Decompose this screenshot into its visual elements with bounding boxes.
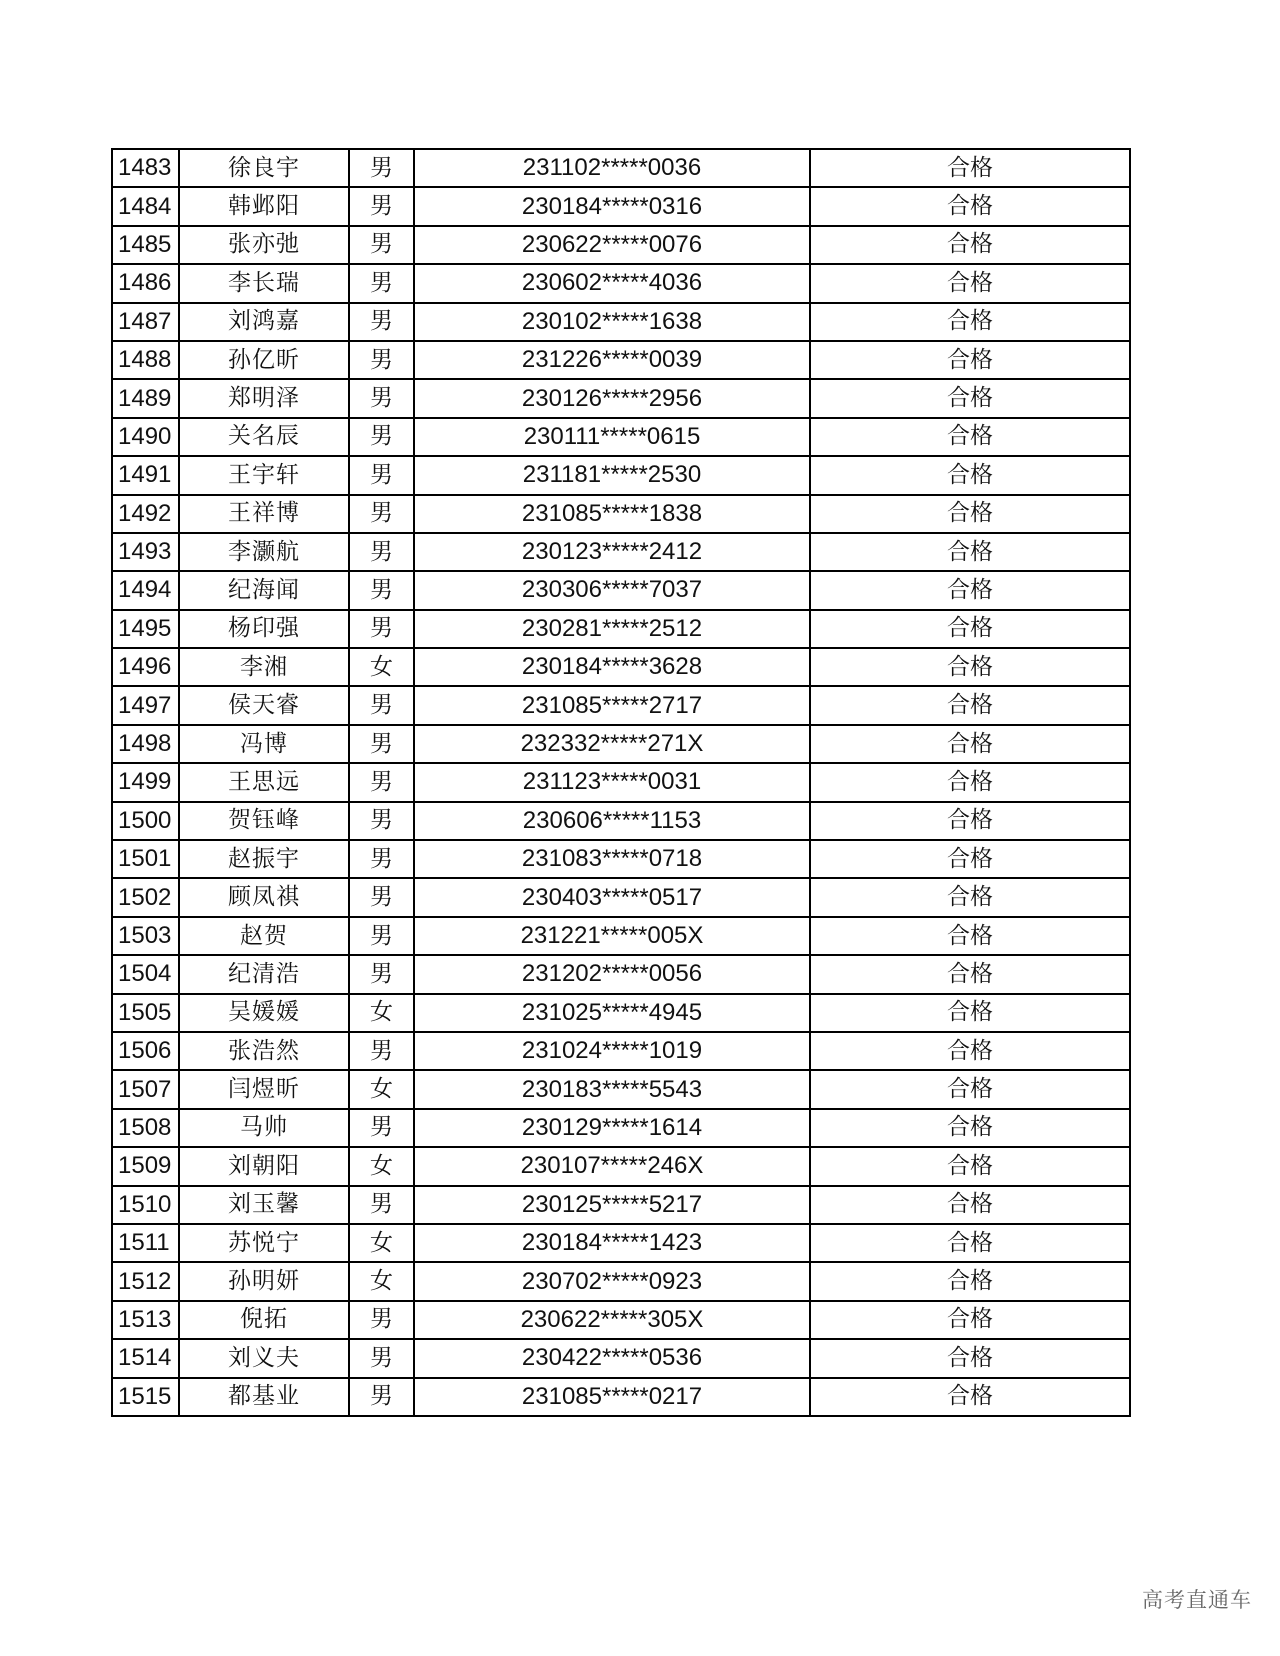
cell-name: 纪清浩 [179,955,349,993]
cell-result: 合格 [810,1070,1130,1108]
cell-name: 张亦弛 [179,226,349,264]
table-row [112,840,1130,878]
cell-gender: 女 [349,1070,414,1108]
cell-name: 王祥博 [179,495,349,533]
cell-seq: 1515 [112,1378,179,1416]
cell-seq: 1485 [112,226,179,264]
cell-name: 杨印强 [179,610,349,648]
table-row [112,763,1130,801]
cell-gender: 男 [349,1301,414,1339]
cell-result: 合格 [810,1147,1130,1185]
table-row [112,187,1130,225]
table-row [112,955,1130,993]
cell-name: 倪拓 [179,1301,349,1339]
cell-name: 马帅 [179,1109,349,1147]
cell-result: 合格 [810,763,1130,801]
table-row [112,878,1130,916]
cell-name: 贺钰峰 [179,802,349,840]
cell-result: 合格 [810,418,1130,456]
cell-id-number: 230281*****2512 [414,610,810,648]
cell-id-number: 231025*****4945 [414,994,810,1032]
cell-result: 合格 [810,379,1130,417]
cell-id-number: 231221*****005X [414,917,810,955]
table-row [112,226,1130,264]
table-row [112,725,1130,763]
cell-result: 合格 [810,187,1130,225]
cell-seq: 1498 [112,725,179,763]
cell-id-number: 230183*****5543 [414,1070,810,1108]
cell-seq: 1501 [112,840,179,878]
cell-name: 闫煜昕 [179,1070,349,1108]
table-row [112,303,1130,341]
table-row [112,571,1130,609]
table-row [112,1301,1130,1339]
cell-gender: 男 [349,571,414,609]
cell-gender: 男 [349,1032,414,1070]
cell-id-number: 231123*****0031 [414,763,810,801]
cell-name: 吴媛媛 [179,994,349,1032]
cell-gender: 男 [349,533,414,571]
cell-result: 合格 [810,725,1130,763]
cell-gender: 男 [349,1339,414,1377]
cell-id-number: 231226*****0039 [414,341,810,379]
cell-seq: 1509 [112,1147,179,1185]
cell-id-number: 231202*****0056 [414,955,810,993]
cell-name: 都基业 [179,1378,349,1416]
table-row [112,341,1130,379]
cell-id-number: 230111*****0615 [414,418,810,456]
cell-gender: 男 [349,610,414,648]
table-row [112,686,1130,724]
cell-id-number: 231085*****1838 [414,495,810,533]
table-row [112,802,1130,840]
cell-id-number: 230184*****1423 [414,1224,810,1262]
cell-gender: 男 [349,341,414,379]
watermark-text: 高考直通车 [1142,1588,1252,1612]
cell-result: 合格 [810,648,1130,686]
table-row [112,1032,1130,1070]
cell-name: 关名辰 [179,418,349,456]
cell-result: 合格 [810,533,1130,571]
cell-name: 纪海闻 [179,571,349,609]
cell-seq: 1495 [112,610,179,648]
cell-gender: 女 [349,994,414,1032]
cell-id-number: 232332*****271X [414,725,810,763]
cell-seq: 1512 [112,1262,179,1300]
cell-gender: 男 [349,1378,414,1416]
cell-name: 孙明妍 [179,1262,349,1300]
table-row [112,418,1130,456]
cell-id-number: 230125*****5217 [414,1186,810,1224]
cell-gender: 男 [349,763,414,801]
cell-gender: 男 [349,456,414,494]
cell-gender: 男 [349,226,414,264]
cell-result: 合格 [810,917,1130,955]
table-row [112,1186,1130,1224]
table-row [112,1378,1130,1416]
cell-name: 刘鸿嘉 [179,303,349,341]
table-row [112,456,1130,494]
cell-result: 合格 [810,1032,1130,1070]
cell-id-number: 230702*****0923 [414,1262,810,1300]
cell-result: 合格 [810,303,1130,341]
cell-result: 合格 [810,264,1130,302]
cell-result: 合格 [810,994,1130,1032]
cell-seq: 1486 [112,264,179,302]
cell-id-number: 231085*****0217 [414,1378,810,1416]
cell-id-number: 230129*****1614 [414,1109,810,1147]
table-row [112,917,1130,955]
cell-result: 合格 [810,686,1130,724]
cell-id-number: 231085*****2717 [414,686,810,724]
cell-id-number: 231181*****2530 [414,456,810,494]
table-row [112,648,1130,686]
table-row [112,1147,1130,1185]
cell-name: 刘玉馨 [179,1186,349,1224]
cell-id-number: 230602*****4036 [414,264,810,302]
cell-seq: 1493 [112,533,179,571]
table-row [112,1339,1130,1377]
cell-seq: 1505 [112,994,179,1032]
cell-gender: 女 [349,1147,414,1185]
cell-name: 徐良宇 [179,149,349,187]
cell-seq: 1502 [112,878,179,916]
cell-gender: 男 [349,917,414,955]
cell-name: 赵振宇 [179,840,349,878]
cell-seq: 1508 [112,1109,179,1147]
cell-gender: 男 [349,418,414,456]
cell-name: 郑明泽 [179,379,349,417]
cell-id-number: 230123*****2412 [414,533,810,571]
table-row [112,1262,1130,1300]
cell-id-number: 230184*****0316 [414,187,810,225]
cell-id-number: 230184*****3628 [414,648,810,686]
cell-id-number: 230622*****305X [414,1301,810,1339]
cell-id-number: 231083*****0718 [414,840,810,878]
cell-seq: 1490 [112,418,179,456]
cell-result: 合格 [810,341,1130,379]
cell-seq: 1513 [112,1301,179,1339]
cell-seq: 1504 [112,955,179,993]
cell-seq: 1494 [112,571,179,609]
cell-result: 合格 [810,878,1130,916]
cell-name: 冯博 [179,725,349,763]
cell-result: 合格 [810,571,1130,609]
cell-name: 刘义夫 [179,1339,349,1377]
cell-gender: 女 [349,1262,414,1300]
cell-name: 刘朝阳 [179,1147,349,1185]
cell-gender: 男 [349,1186,414,1224]
cell-seq: 1511 [112,1224,179,1262]
cell-name: 李湘 [179,648,349,686]
cell-seq: 1514 [112,1339,179,1377]
cell-name: 张浩然 [179,1032,349,1070]
cell-seq: 1497 [112,686,179,724]
cell-result: 合格 [810,226,1130,264]
cell-name: 侯天睿 [179,686,349,724]
cell-name: 赵贺 [179,917,349,955]
table-row [112,533,1130,571]
cell-seq: 1510 [112,1186,179,1224]
table-row [112,1070,1130,1108]
cell-seq: 1499 [112,763,179,801]
results-table [111,148,1131,1417]
cell-id-number: 230126*****2956 [414,379,810,417]
cell-id-number: 230306*****7037 [414,571,810,609]
cell-gender: 男 [349,264,414,302]
table-row [112,1224,1130,1262]
table-row [112,610,1130,648]
cell-seq: 1492 [112,495,179,533]
results-table-body [112,149,1130,1416]
cell-seq: 1500 [112,802,179,840]
cell-gender: 女 [349,648,414,686]
cell-gender: 男 [349,840,414,878]
cell-name: 顾凤祺 [179,878,349,916]
table-row [112,264,1130,302]
cell-seq: 1488 [112,341,179,379]
cell-gender: 男 [349,303,414,341]
cell-gender: 男 [349,495,414,533]
cell-gender: 男 [349,1109,414,1147]
cell-id-number: 231102*****0036 [414,149,810,187]
cell-id-number: 230403*****0517 [414,878,810,916]
cell-gender: 男 [349,955,414,993]
cell-result: 合格 [810,802,1130,840]
cell-result: 合格 [810,840,1130,878]
cell-result: 合格 [810,1339,1130,1377]
cell-result: 合格 [810,1301,1130,1339]
cell-result: 合格 [810,1262,1130,1300]
cell-name: 王思远 [179,763,349,801]
cell-gender: 男 [349,379,414,417]
cell-gender: 男 [349,686,414,724]
cell-id-number: 230102*****1638 [414,303,810,341]
cell-name: 韩邺阳 [179,187,349,225]
cell-result: 合格 [810,495,1130,533]
table-row [112,379,1130,417]
cell-gender: 男 [349,725,414,763]
cell-gender: 女 [349,1224,414,1262]
cell-seq: 1483 [112,149,179,187]
cell-seq: 1491 [112,456,179,494]
cell-result: 合格 [810,1109,1130,1147]
cell-result: 合格 [810,149,1130,187]
cell-result: 合格 [810,610,1130,648]
cell-name: 王宇轩 [179,456,349,494]
cell-result: 合格 [810,456,1130,494]
cell-name: 孙亿昕 [179,341,349,379]
cell-result: 合格 [810,955,1130,993]
cell-id-number: 230422*****0536 [414,1339,810,1377]
cell-result: 合格 [810,1378,1130,1416]
table-row [112,994,1130,1032]
cell-seq: 1489 [112,379,179,417]
cell-id-number: 230107*****246X [414,1147,810,1185]
cell-seq: 1506 [112,1032,179,1070]
cell-seq: 1484 [112,187,179,225]
cell-seq: 1487 [112,303,179,341]
cell-seq: 1503 [112,917,179,955]
table-row [112,1109,1130,1147]
cell-name: 李灏航 [179,533,349,571]
cell-id-number: 231024*****1019 [414,1032,810,1070]
cell-seq: 1496 [112,648,179,686]
cell-gender: 男 [349,878,414,916]
cell-id-number: 230606*****1153 [414,802,810,840]
cell-gender: 男 [349,187,414,225]
table-row [112,149,1130,187]
cell-result: 合格 [810,1186,1130,1224]
cell-id-number: 230622*****0076 [414,226,810,264]
cell-name: 苏悦宁 [179,1224,349,1262]
cell-name: 李长瑞 [179,264,349,302]
cell-gender: 男 [349,802,414,840]
cell-result: 合格 [810,1224,1130,1262]
cell-seq: 1507 [112,1070,179,1108]
cell-gender: 男 [349,149,414,187]
table-row [112,495,1130,533]
